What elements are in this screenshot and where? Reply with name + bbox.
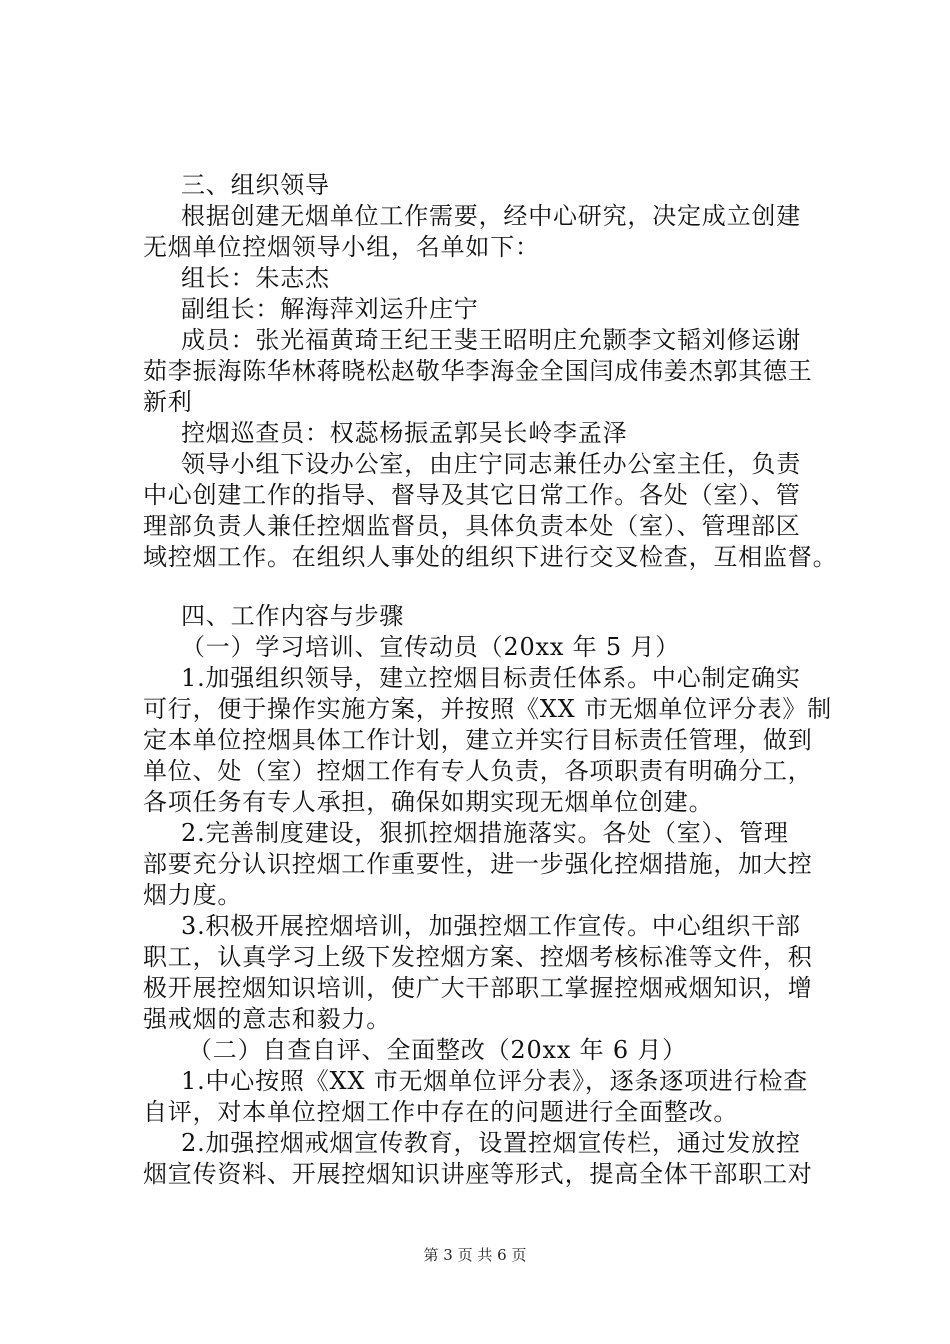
subsection-heading-self-check: （二）自查自评、全面整改（20xx 年 6 月）	[188, 1036, 687, 1064]
paragraph-line: 无烟单位控烟领导小组，名单如下：	[143, 233, 540, 261]
section-heading-work-content: 四、工作内容与步骤	[181, 602, 405, 630]
paragraph-line: 强戒烟的意志和毅力。	[143, 1005, 391, 1033]
paragraph-line: 各项任务有专人承担，确保如期实现无烟单位创建。	[143, 788, 714, 816]
members-line: 成员：张光福黄琦王纪王斐王昭明庄允颢李文韬刘修运谢	[181, 326, 801, 354]
paragraph-line: 可行，便于操作实施方案，并按照《XX 市无烟单位评分表》制	[143, 695, 832, 723]
members-line: 新利	[143, 388, 193, 416]
paragraph-line: 1.中心按照《XX 市无烟单位评分表》，逐条逐项进行检查	[181, 1067, 809, 1095]
page-number-footer: 第 3 页 共 6 页	[423, 1246, 527, 1264]
leader-line: 组长：朱志杰	[181, 264, 330, 292]
paragraph-line: 2.加强控烟戒烟宣传教育，设置控烟宣传栏，通过发放控	[181, 1129, 801, 1157]
deputy-leader-line: 副组长：解海萍刘运升庄宁	[181, 295, 479, 323]
paragraph-line: 定本单位控烟具体工作计划，建立并实行目标责任管理，做到	[143, 726, 813, 754]
paragraph-line: 域控烟工作。在组织人事处的组织下进行交叉检查，互相监督。	[143, 543, 838, 571]
paragraph-line: 职工，认真学习上级下发控烟方案、控烟考核标准等文件，积	[143, 943, 813, 971]
paragraph-line: 领导小组下设办公室，由庄宁同志兼任办公室主任，负责	[181, 450, 801, 478]
paragraph-line: 根据创建无烟单位工作需要，经中心研究，决定成立创建	[181, 202, 801, 230]
paragraph-line: 中心创建工作的指导、督导及其它日常工作。各处（室）、管	[143, 481, 801, 509]
paragraph-line: 2.完善制度建设，狠抓控烟措施落实。各处（室）、管理	[181, 819, 789, 847]
document-body	[143, 170, 843, 1190]
paragraph-line: 理部负责人兼任控烟监督员，具体负责本处（室）、管理部区	[143, 512, 801, 540]
subsection-heading-training: （一）学习培训、宣传动员（20xx 年 5 月）	[181, 633, 680, 661]
members-line: 茹李振海陈华林蒋晓松赵敬华李海金全国闫成伟姜杰郭其德王	[143, 357, 813, 385]
paragraph-line: 自评，对本单位控烟工作中存在的问题进行全面整改。	[143, 1098, 739, 1126]
paragraph-line: 极开展控烟知识培训，使广大干部职工掌握控烟戒烟知识，增	[143, 974, 813, 1002]
paragraph-line: 1.加强组织领导，建立控烟目标责任体系。中心制定确实	[181, 664, 801, 692]
paragraph-line: 3.积极开展控烟培训，加强控烟工作宣传。中心组织干部	[181, 912, 801, 940]
paragraph-line: 烟力度。	[143, 881, 243, 909]
inspectors-line: 控烟巡查员：权蕊杨振孟郭吴长岭李孟泽	[181, 419, 628, 447]
paragraph-line: 烟宣传资料、开展控烟知识讲座等形式，提高全体干部职工对	[143, 1160, 813, 1188]
section-heading-organization: 三、组织领导	[181, 171, 330, 199]
section-gap	[143, 573, 843, 601]
paragraph-line: 部要充分认识控烟工作重要性，进一步强化控烟措施，加大控	[143, 850, 813, 878]
paragraph-line: 单位、处（室）控烟工作有专人负责，各项职责有明确分工，	[143, 757, 813, 785]
